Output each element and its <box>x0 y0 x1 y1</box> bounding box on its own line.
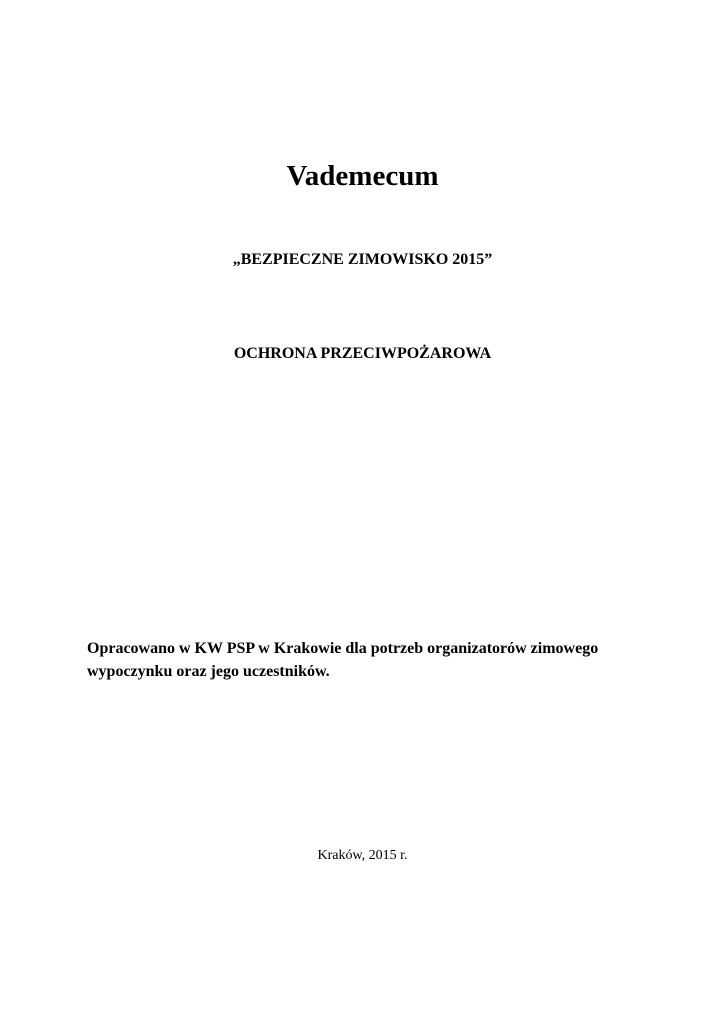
place-and-date: Kraków, 2015 r. <box>317 848 408 863</box>
document-title: Vademecum <box>286 160 439 192</box>
section-heading: OCHRONA PRZECIWPOŻAROWA <box>233 345 492 362</box>
prepared-by-line-2: wypoczynku oraz jego uczestników. <box>87 663 330 680</box>
prepared-by-note <box>87 637 647 683</box>
document-subtitle: „BEZPIECZNE ZIMOWISKO 2015” <box>232 251 493 268</box>
prepared-by-line-1: Opracowano w KW PSP w Krakowie dla potrzeb organizatorów zimowego <box>87 640 599 657</box>
